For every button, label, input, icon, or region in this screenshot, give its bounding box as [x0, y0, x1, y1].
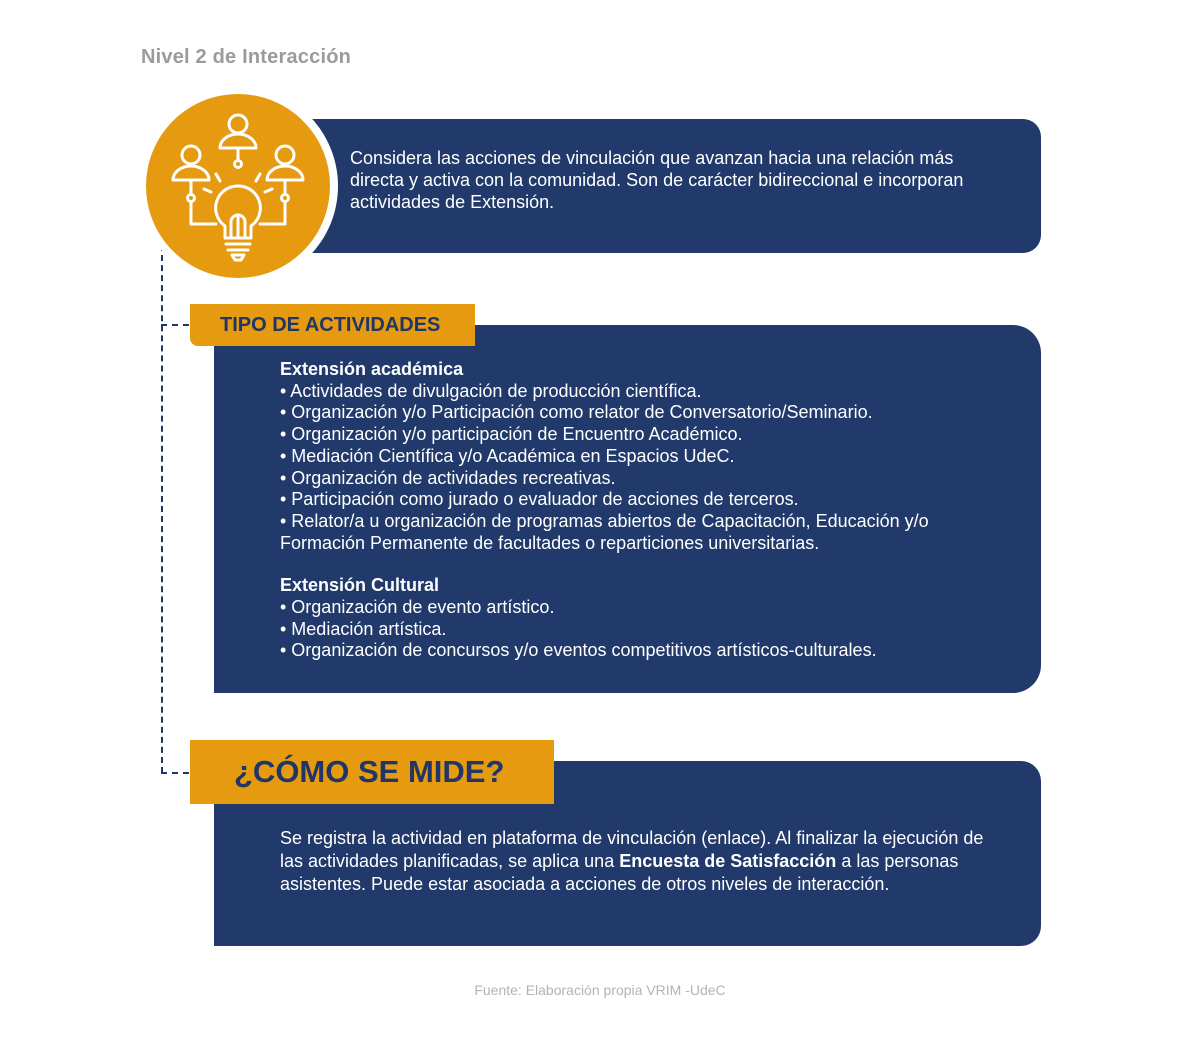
list-item: • Actividades de divulgación de producción científica.: [280, 380, 702, 401]
list-item: • Participación como jurado o evaluador de acciones de terceros.: [280, 489, 799, 510]
list-item: • Organización y/o participación de Encuentro Académico.: [280, 424, 743, 445]
list-item: • Organización de concursos y/o eventos competitivos artísticos-culturales.: [280, 640, 877, 661]
activities-label-tab: [190, 304, 475, 346]
icon-badge: [138, 86, 338, 286]
intro-text: Considera las acciones de vinculación que avanzan hacia una relación más directa y activa con la comunidad. Son de carácter bidireccional e incorporan actividades de Extensión.: [350, 148, 964, 212]
connector-branch-tipo: [161, 324, 189, 326]
section-title-cultural: Extensión Cultural: [280, 575, 440, 596]
page-title: Nivel 2 de Interacción: [141, 46, 352, 68]
activities-box: [214, 325, 1041, 693]
list-item: • Organización y/o Participación como relator de Conversatorio/Seminario.: [280, 402, 873, 423]
activities-label: TIPO DE ACTIVIDADES: [220, 314, 441, 336]
intro-box: [270, 119, 1041, 253]
measure-label: ¿CÓMO SE MIDE?: [234, 754, 505, 789]
list-item: • Organización de evento artístico.: [280, 597, 555, 618]
list-item: • Mediación Científica y/o Académica en Espacios UdeC.: [280, 445, 735, 466]
survey-highlight: Encuesta de Satisfacción: [619, 851, 837, 871]
list-item: • Relator/a u organización de programas abiertos de Capacitación, Educación y/o Formación Permanente de facultades o reparticiones universitarias.: [280, 510, 929, 553]
connector-branch-mide: [161, 772, 189, 774]
list-item: • Organización de actividades recreativas.: [280, 467, 616, 488]
list-item: • Mediación artística.: [280, 618, 447, 639]
activities-list: [280, 359, 1010, 662]
measure-label-tab: [190, 740, 554, 804]
section-title-academica: Extensión académica: [280, 359, 464, 379]
measure-text: Se registra la actividad en plataforma de vinculación (enlace). Al finalizar la ejecución de las actividades planificadas, se aplica una Encuesta de Satisfacción a las personas asistentes. Puede estar asociada a acciones de otros niveles de interacción.: [280, 828, 984, 894]
community-lightbulb-icon: [146, 94, 330, 278]
source-note: Fuente: Elaboración propia VRIM -UdeC: [474, 982, 726, 998]
